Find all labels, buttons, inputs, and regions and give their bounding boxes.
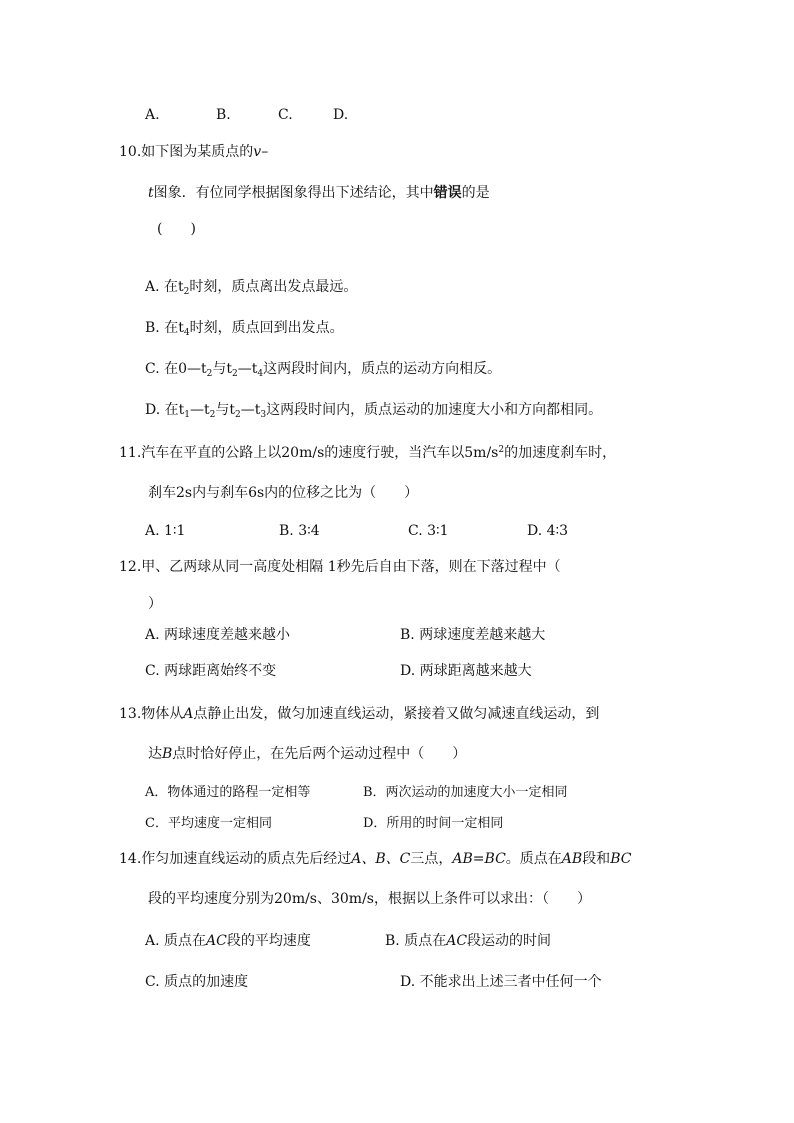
q11-option-a[interactable]: A. 1∶1 xyxy=(145,523,186,539)
q14-option-a[interactable]: A. 质点在AC段的平均速度 xyxy=(145,933,311,949)
q13-number: 13. xyxy=(119,706,142,722)
q12-stem-line2: ） xyxy=(148,596,162,612)
q12-stem-line1: 12.甲、乙两球从同一高度处相隔 1秒先后自由下落，则在下落过程中（ xyxy=(119,559,561,575)
q9-option-d[interactable]: D. xyxy=(333,107,349,123)
q9-option-a[interactable]: A. xyxy=(145,107,160,123)
q12-option-b[interactable]: B. 两球速度差越来越大 xyxy=(400,627,546,643)
q13-stem-line2: 达B点时恰好停止，在先后两个运动过程中（ ） xyxy=(148,746,467,762)
q10-number: 10. xyxy=(119,144,142,160)
q13-option-a[interactable]: A．物体通过的路程一定相等 xyxy=(145,785,311,800)
q12-option-a[interactable]: A. 两球速度差越来越小 xyxy=(145,627,291,643)
q14-stem-line1: 14.作匀加速直线运动的质点先后经过A、B、C三点，AB=BC。质点在AB段和BC xyxy=(119,851,632,867)
q12-option-c[interactable]: C. 两球距离始终不变 xyxy=(145,663,277,679)
q11-option-b[interactable]: B. 3∶4 xyxy=(279,523,320,539)
q11-number: 11. xyxy=(119,445,142,461)
q13-stem-line1: 13.物体从A点静止出发，做匀加速直线运动，紧接着又做匀减速直线运动，到 xyxy=(119,706,600,722)
q12-option-d[interactable]: D. 两球距离越来越大 xyxy=(400,663,532,679)
q14-option-c[interactable]: C. 质点的加速度 xyxy=(145,974,249,990)
q9-option-b[interactable]: B. xyxy=(216,107,231,123)
q11-stem-line1: 11.汽车在平直的公路上以20m/s的速度行驶，当汽车以$5m/s^2$的加速度刹车时， xyxy=(119,445,617,461)
q10-option-d[interactable]: D. 在$t_1—t_2$与$t_2—t_3$这两段时间内，质点运动的加速度大小和方向都相同。 xyxy=(145,402,603,420)
q10-option-b[interactable]: B. 在$t_4$时刻，质点回到出发点。 xyxy=(145,320,344,338)
q11-option-d[interactable]: D. 4∶3 xyxy=(527,523,569,539)
q14-option-b[interactable]: B. 质点在AC段运动的时间 xyxy=(385,933,552,949)
q14-option-d[interactable]: D. 不能求出上述三者中任何一个 xyxy=(400,974,602,990)
q11-option-c[interactable]: C. 3∶1 xyxy=(408,523,449,539)
q12-number: 12. xyxy=(119,559,142,575)
q11-stem-line2: 刹车2s内与刹车6s内的位移之比为（ ） xyxy=(148,485,419,501)
q14-stem-line2: 段的平均速度分别为20m/s、30m/s，根据以上条件可以求出：（ ） xyxy=(148,891,591,907)
q10-option-c[interactable]: C. 在$0—t_2$与$t_2—t_4$这两段时间内，质点的运动方向相反。 xyxy=(145,361,502,379)
q9-option-c[interactable]: C. xyxy=(278,107,293,123)
q14-number: 14. xyxy=(119,851,142,867)
q13-option-d[interactable]: D．所用的时间一定相同 xyxy=(363,816,504,831)
q10-stem-line1: 10.如下图为某质点的v– xyxy=(119,144,269,160)
q13-option-b[interactable]: B．两次运动的加速度大小一定相同 xyxy=(363,785,568,800)
q10-option-a[interactable]: A. 在$t_2$时刻，质点离出发点最远。 xyxy=(145,279,358,297)
q10-stem-line2: t图象．有位同学根据图象得出下述结论，其中错误的是 xyxy=(148,185,490,201)
q10-answer-paren: ( ) xyxy=(157,221,196,237)
q10-emphasis: 错误 xyxy=(433,185,462,201)
q13-option-c[interactable]: C．平均速度一定相同 xyxy=(145,816,272,831)
